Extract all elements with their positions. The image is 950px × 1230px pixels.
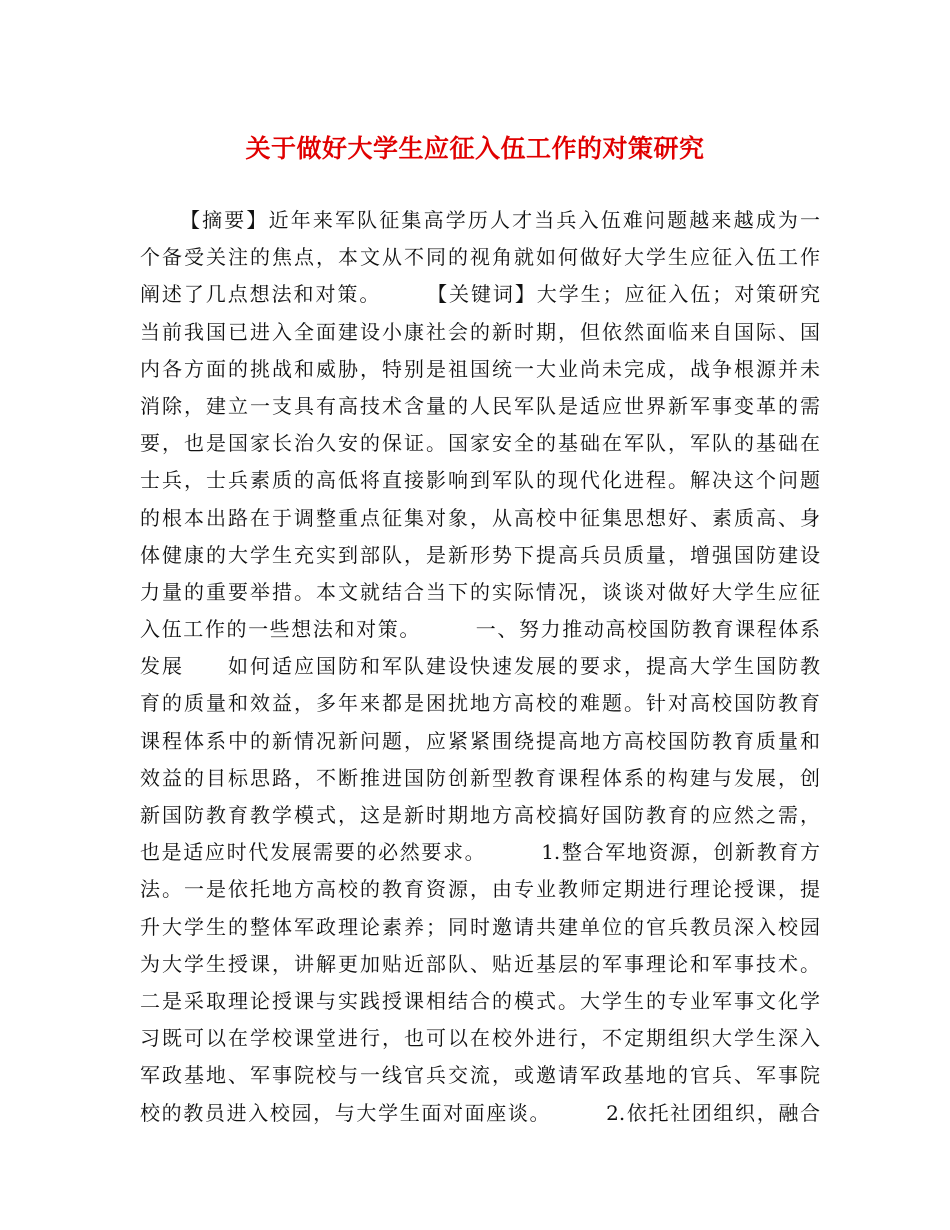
- text-line: 当前我国已进入全面建设小康社会的新时期，但依然面临来自国际、国: [140, 319, 820, 344]
- text-line: 二是采取理论授课与实践授课相结合的模式。大学生的专业军事文化学: [140, 988, 820, 1013]
- text-line: 消除，建立一支具有高技术含量的人民军队是适应世界新军事变革的需: [140, 393, 820, 418]
- text-line: 育的质量和效益，多年来都是困扰地方高校的难题。针对高校国防教育: [140, 691, 820, 716]
- text-line: 校的教员进入校园，与大学生面对面座谈。 2.依托社团组织，融合: [140, 1100, 820, 1125]
- text-line: 效益的目标思路，不断推进国防创新型教育课程体系的构建与发展，创: [140, 765, 820, 790]
- text-line: 力量的重要举措。本文就结合当下的实际情况，谈谈对做好大学生应征: [140, 579, 820, 604]
- text-line: 也是适应时代发展需要的必然要求。 1.整合军地资源，创新教育方: [140, 840, 820, 865]
- document-title: 关于做好大学生应征入伍工作的对策研究: [245, 134, 705, 163]
- text-line: 的根本出路在于调整重点征集对象，从高校中征集思想好、素质高、身: [140, 505, 820, 530]
- text-line: 习既可以在学校课堂进行，也可以在校外进行，不定期组织大学生深入: [140, 1026, 820, 1051]
- document-body: [140, 202, 820, 1132]
- text-line: 士兵，士兵素质的高低将直接影响到军队的现代化进程。解决这个问题: [140, 468, 820, 493]
- text-line: 要，也是国家长治久安的保证。国家安全的基础在军队，军队的基础在: [140, 431, 820, 456]
- text-line: 阐述了几点想法和对策。 【关键词】大学生；应征入伍；对策研究: [140, 282, 820, 307]
- text-line: 升大学生的整体军政理论素养；同时邀请共建单位的官兵教员深入校园: [140, 914, 820, 939]
- text-line: 内各方面的挑战和威胁，特别是祖国统一大业尚未完成，战争根源并未: [140, 356, 820, 381]
- text-line: 入伍工作的一些想法和对策。 一、努力推动高校国防教育课程体系: [140, 617, 820, 642]
- text-line: 军政基地、军事院校与一线官兵交流，或邀请军政基地的官兵、军事院: [140, 1063, 820, 1088]
- text-line: 体健康的大学生充实到部队，是新形势下提高兵员质量，增强国防建设: [140, 542, 820, 567]
- text-line: 【摘要】近年来军队征集高学历人才当兵入伍难问题越来越成为一: [180, 208, 820, 232]
- text-line: 发展 如何适应国防和军队建设快速发展的要求，提高大学生国防教: [140, 654, 820, 679]
- text-line: 为大学生授课，讲解更加贴近部队、贴近基层的军事理论和军事技术。: [140, 951, 820, 976]
- text-line: 法。一是依托地方高校的教育资源，由专业教师定期进行理论授课，提: [140, 877, 820, 902]
- text-line: 课程体系中的新情况新问题，应紧紧围绕提高地方高校国防教育质量和: [140, 728, 820, 753]
- text-line: 新国防教育教学模式，这是新时期地方高校搞好国防教育的应然之需，: [140, 803, 820, 827]
- text-line: 个备受关注的焦点，本文从不同的视角就如何做好大学生应征入伍工作: [140, 245, 820, 270]
